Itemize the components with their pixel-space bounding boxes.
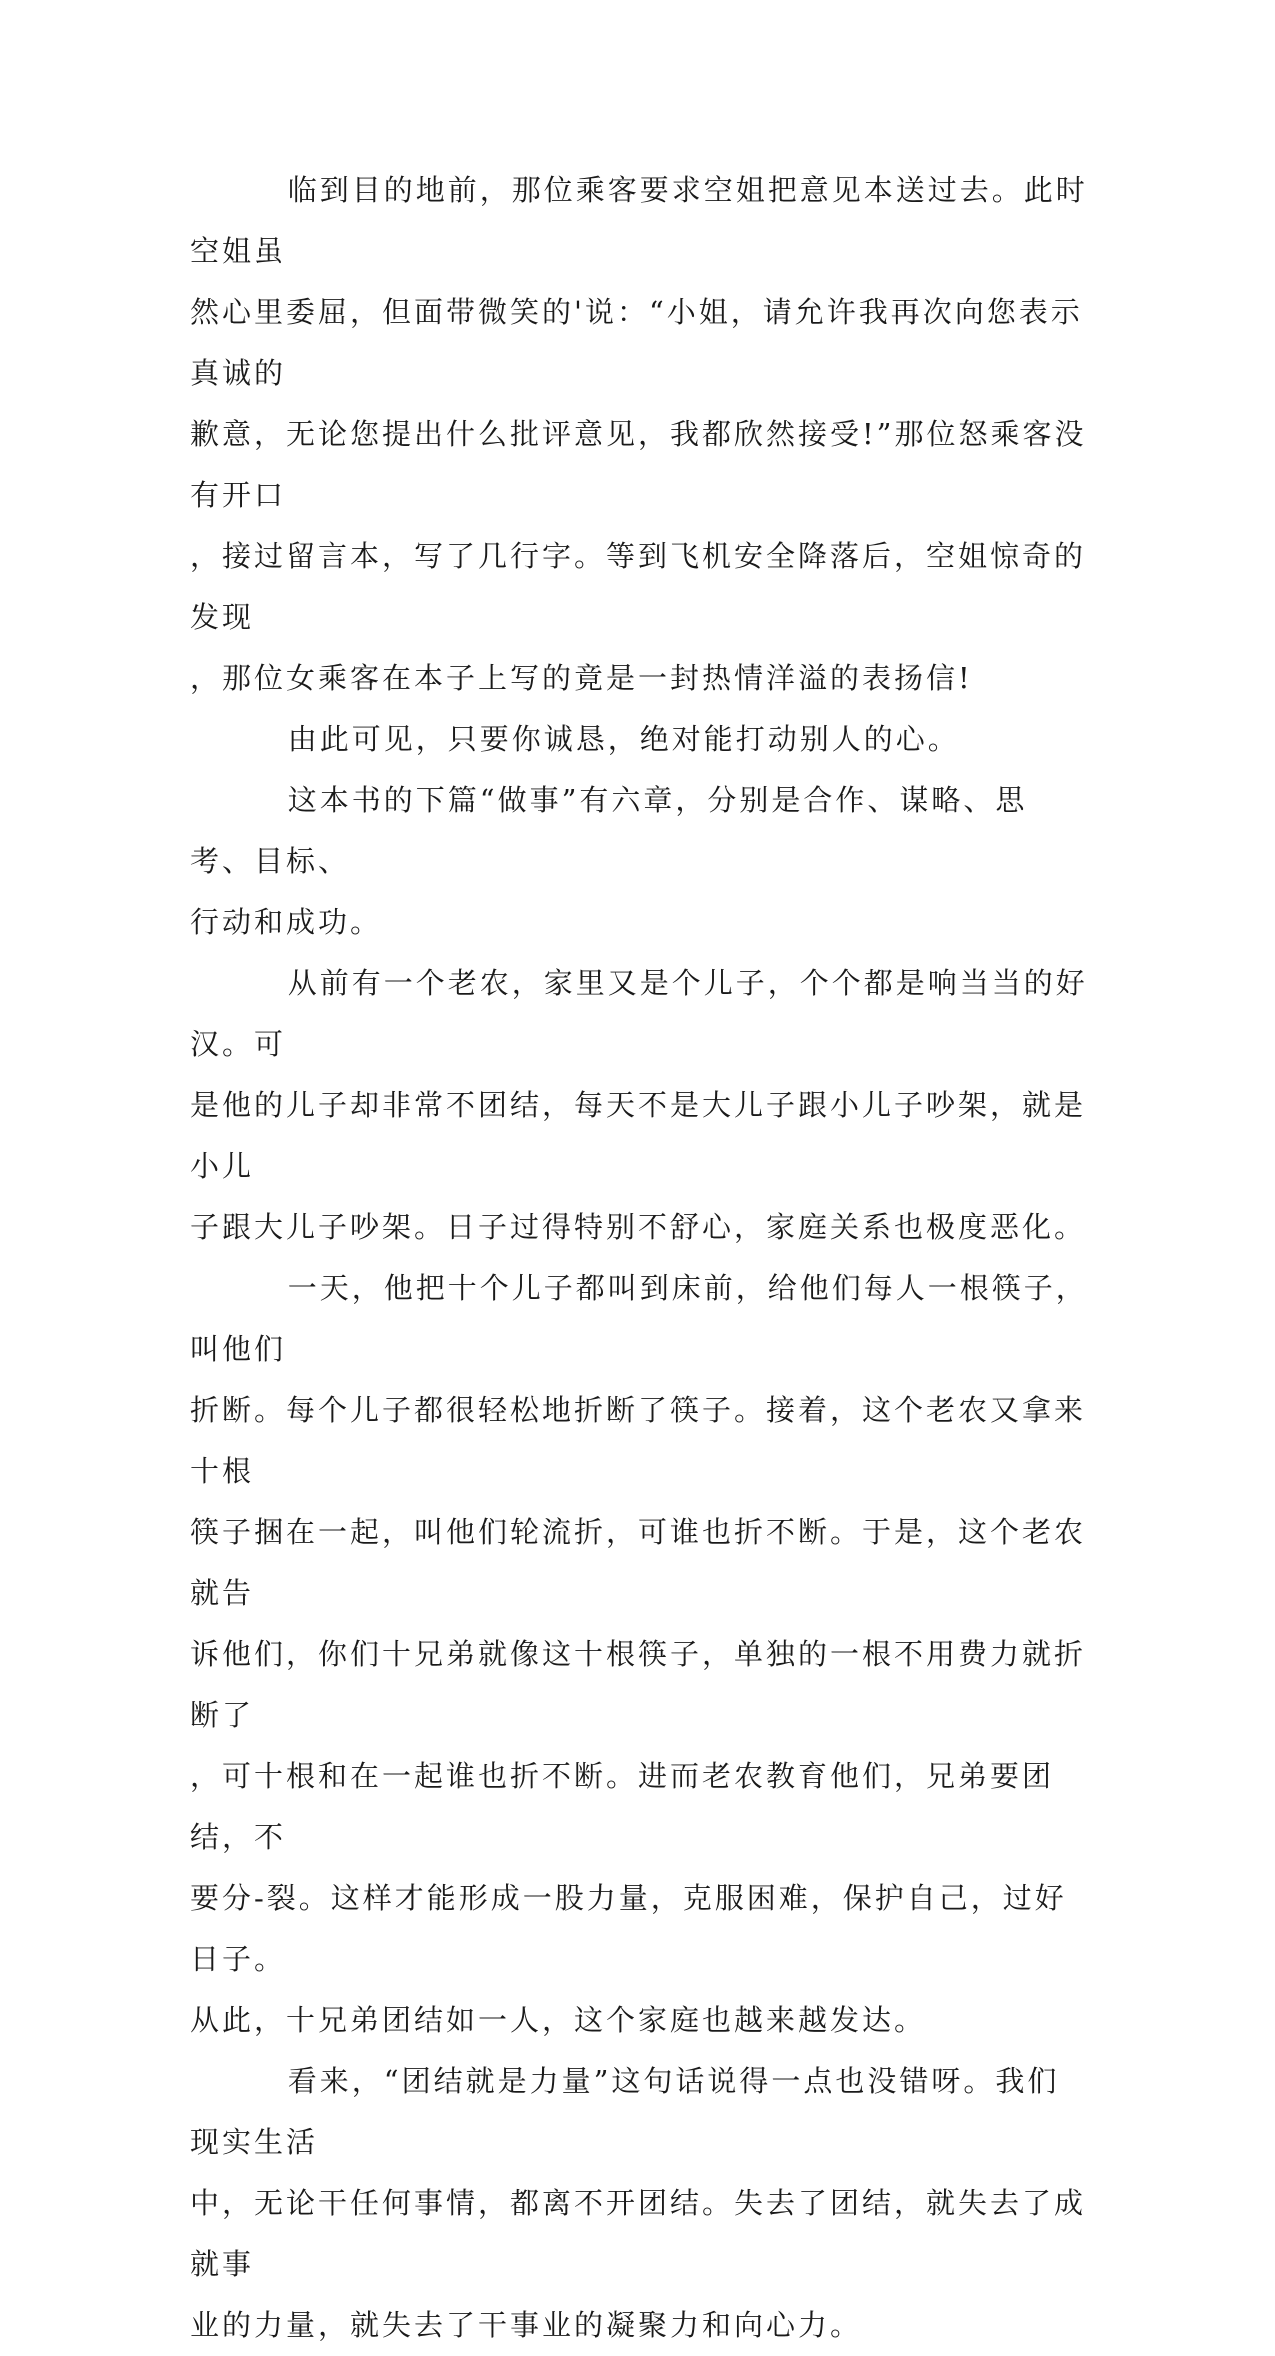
text-line: 子跟大儿子吵架。日子过得特别不舒心，家庭关系也极度恶化。: [190, 1210, 1087, 1244]
text-line: 业的力量，就失去了干事业的凝聚力和向心力。: [190, 2308, 863, 2342]
text-line: 临到目的地前，那位乘客要求空姐把意见本送过去。此时空姐虽: [190, 173, 1088, 268]
text-line: 看来，“团结就是力量”这句话说得一点也没错呀。我们现实生活: [190, 2064, 1060, 2159]
text-line: 行动和成功。: [190, 905, 383, 939]
text-line: ，可十根和在一起谁也折不断。进而老农教育他们，兄弟要团结，不: [190, 1759, 1055, 1854]
text-line: 由此可见，只要你诚恳，绝对能打动别人的心。: [190, 722, 960, 756]
text-line: 从此，十兄弟团结如一人，这个家庭也越来越发达。: [190, 2003, 927, 2037]
text-line: 折断。每个儿子都很轻松地折断了筷子。接着，这个老农又拿来十根: [190, 1393, 1087, 1488]
text-line: 筷子捆在一起，叫他们轮流折，可谁也折不断。于是，这个老农就告: [190, 1515, 1087, 1610]
text-line: ，接过留言本，写了几行字。等到飞机安全降落后，空姐惊奇的发现: [190, 539, 1087, 634]
text-line: 诉他们，你们十兄弟就像这十根筷子，单独的一根不用费力就折断了: [190, 1637, 1087, 1732]
text-line: 是他的儿子却非常不团结，每天不是大儿子跟小儿子吵架，就是小儿: [190, 1088, 1087, 1183]
text-line: 这本书的下篇“做事”有六章，分别是合作、谋略、思考、目标、: [190, 783, 1028, 878]
text-line: 一天，他把十个儿子都叫到床前，给他们每人一根筷子，叫他们: [190, 1271, 1088, 1366]
text-line: ，那位女乘客在本子上写的竟是一封热情洋溢的表扬信!: [190, 661, 973, 695]
text-line: 歉意，无论您提出什么批评意见，我都欣然接受!”那位怒乘客没有开口: [190, 417, 1087, 512]
document-body: [190, 160, 1090, 2356]
text-line: 中，无论干任何事情，都离不开团结。失去了团结，就失去了成就事: [190, 2186, 1087, 2281]
text-line: 然心里委屈，但面带微笑的'说：“小姐，请允许我再次向您表示真诚的: [190, 295, 1083, 390]
text-line: 从前有一个老农，家里又是个儿子，个个都是响当当的好汉。可: [190, 966, 1088, 1061]
text-line: 要分-裂。这样才能形成一股力量，克服困难，保护自己，过好日子。: [190, 1881, 1067, 1976]
